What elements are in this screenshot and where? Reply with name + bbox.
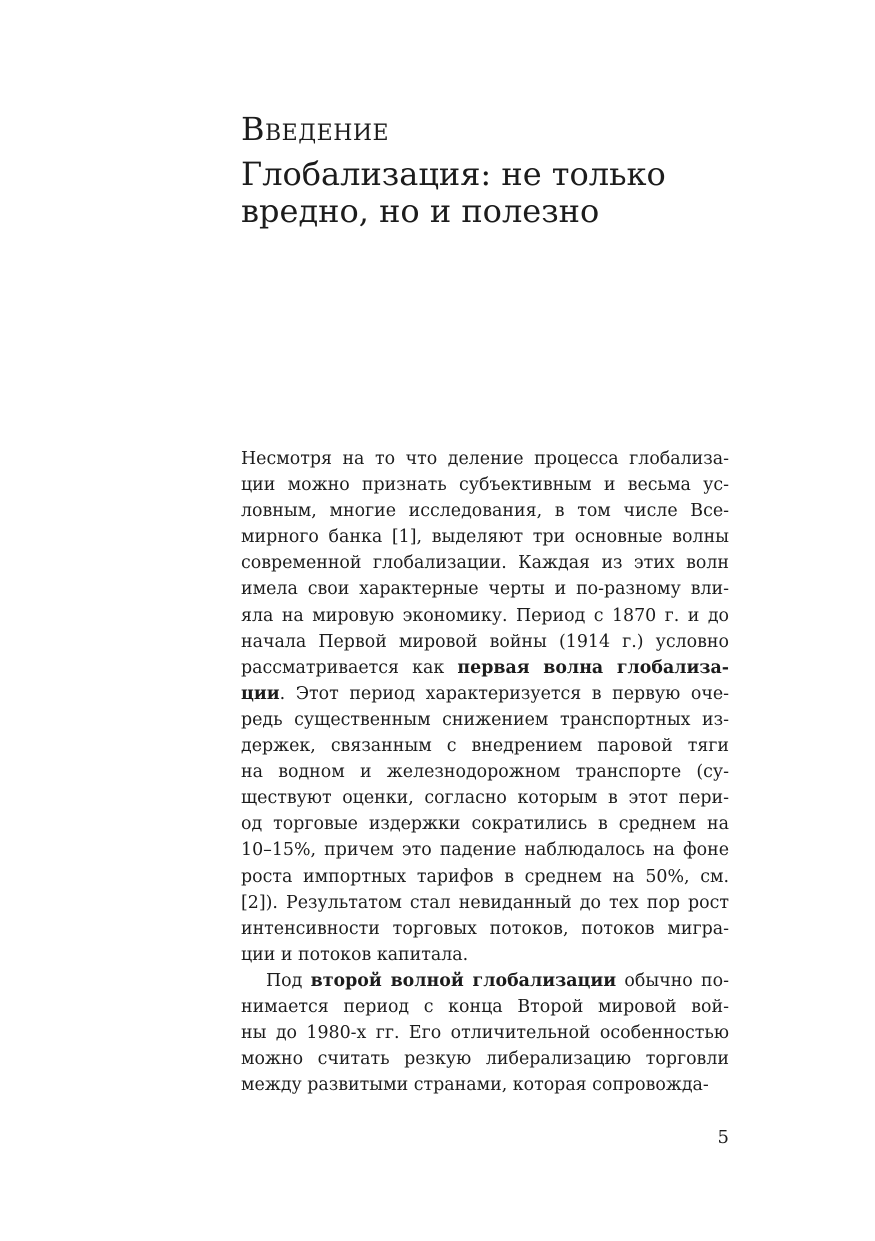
text-run: Под [266, 970, 311, 991]
text-run: 10–15%, причем это падение наблюдалось на фоне [241, 840, 729, 861]
text-run: можно считать резкую либерализацию торговли [241, 1049, 729, 1070]
text-run: редь существенным снижением транспортных из- [241, 709, 729, 730]
text-line [241, 968, 729, 994]
body-text [241, 446, 729, 1098]
text-line [241, 576, 729, 602]
text-run: рассматривается как [241, 657, 458, 678]
text-run: начала Первой мировой войны (1914 г.) условно [241, 631, 729, 652]
paragraph [241, 968, 729, 1098]
text-line [241, 472, 729, 498]
text-line [241, 890, 729, 916]
text-run: обычно по- [616, 970, 729, 991]
chapter-title: Глобализация: не только вредно, но и полезно [241, 155, 666, 230]
text-line [241, 811, 729, 837]
text-line [241, 629, 729, 655]
text-run: держек, связанным с внедрением паровой тяги [241, 736, 729, 757]
chapter-label: Введение [241, 110, 390, 148]
bold-term: первая волна глобализа- [457, 657, 729, 678]
text-line [241, 785, 729, 811]
text-line [241, 1072, 729, 1098]
text-line [241, 1046, 729, 1072]
text-run: яла на мировую экономику. Период с 1870 г. и до [241, 605, 729, 626]
text-run: Несмотря на то что деление процесса глобализа- [241, 449, 729, 469]
text-run: ции можно признать субъективным и весьма ус- [241, 475, 729, 496]
text-line [241, 942, 729, 968]
text-line [241, 498, 729, 524]
text-line [241, 603, 729, 629]
text-run: [2]). Результатом стал невиданный до тех пор рост [241, 892, 729, 913]
text-run: имела свои характерные черты и по-разному вли- [241, 579, 729, 600]
paragraph [241, 446, 729, 968]
page-number: 5 [717, 1127, 729, 1148]
text-run: нимается период с конца Второй мировой вой- [241, 996, 729, 1017]
text-line [241, 916, 729, 942]
text-line [241, 655, 729, 681]
text-run: мирного банка [1], выделяют три основные волны [241, 527, 729, 548]
text-run: ловным, многие исследования, в том числе Все- [241, 501, 729, 522]
text-run: современной глобализации. Каждая из этих волн [241, 553, 729, 574]
text-run: между развитыми странами, которая сопровожда- [241, 1075, 709, 1096]
text-line [241, 837, 729, 863]
text-run: роста импортных тарифов в среднем на 50%, см. [241, 866, 729, 887]
text-line [241, 681, 729, 707]
text-line [241, 733, 729, 759]
text-line [241, 446, 729, 472]
text-run: ществуют оценки, согласно которым в этот пери- [241, 788, 729, 809]
text-run: интенсивности торговых потоков, потоков мигра- [241, 918, 729, 939]
text-line [241, 1020, 729, 1046]
text-run: . Этот период характеризуется в первую оче- [279, 683, 729, 704]
text-run: ции и потоков капитала. [241, 944, 469, 965]
text-line [241, 864, 729, 890]
text-line [241, 994, 729, 1020]
text-run: од торговые издержки сократились в среднем на [241, 814, 729, 835]
text-run: на водном и железнодорожном транспорте (су- [241, 762, 729, 783]
text-line [241, 707, 729, 733]
text-line [241, 524, 729, 550]
bold-term: второй волной глобализации [310, 970, 617, 991]
bold-term: ции [241, 683, 280, 704]
text-line [241, 759, 729, 785]
text-run: ны до 1980-х гг. Его отличительной особенностью [241, 1023, 729, 1044]
text-line [241, 550, 729, 576]
